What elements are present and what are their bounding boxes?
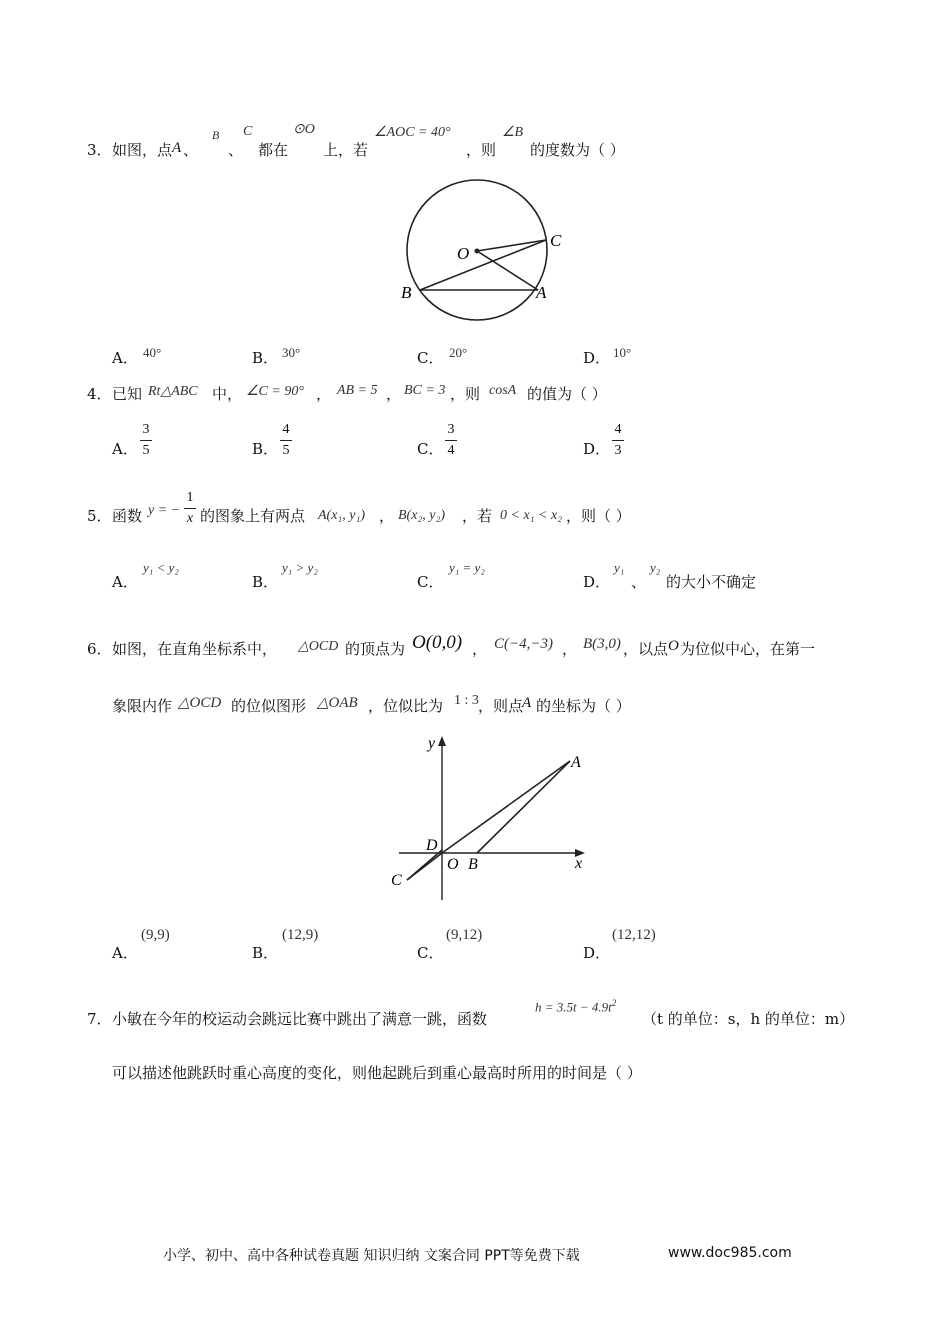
- separator: 、: [228, 141, 244, 159]
- question-text: 的度数为（ ）: [530, 141, 625, 159]
- option-letter: A．: [112, 440, 138, 458]
- circle-figure: [395, 178, 575, 328]
- question-text: 中，: [212, 385, 243, 403]
- point-label: B: [212, 128, 220, 142]
- numerator: 3: [142, 422, 150, 437]
- fraction-bar: [612, 440, 624, 441]
- question-text: 的值为（ ）: [527, 385, 607, 403]
- option-letter: B．: [252, 349, 279, 367]
- label-b: B: [468, 856, 478, 873]
- fraction-bar: [184, 508, 196, 509]
- question-text: ，则: [466, 141, 497, 159]
- coordinate-figure: [385, 728, 595, 906]
- option-letter: C．: [417, 573, 444, 591]
- option-value: 10°: [613, 345, 632, 360]
- label-y: y: [428, 735, 436, 752]
- option-value: y₂: [650, 560, 661, 575]
- triangle-notation: △OAB: [317, 695, 358, 711]
- center-label: O: [668, 638, 679, 654]
- point-a-label: A: [522, 695, 532, 711]
- label-c: C: [550, 231, 562, 250]
- triangle-notation: △OCD: [178, 695, 222, 711]
- option-value: 20°: [449, 345, 468, 360]
- separator: ，: [379, 507, 395, 525]
- point-c: C(−4,−3): [494, 636, 553, 652]
- fraction-bar: [280, 440, 292, 441]
- function-lhs: y = −: [148, 503, 181, 518]
- label-x: x: [575, 855, 583, 872]
- point-o: O(0,0): [412, 632, 463, 653]
- option-letter: C．: [417, 944, 444, 962]
- fraction-bar: [445, 440, 457, 441]
- question-text: 为位似中心，在第一: [680, 640, 816, 658]
- question-text: 的图象上有两点: [200, 507, 306, 525]
- numerator: 3: [447, 422, 455, 437]
- question-text: ，位似比为: [368, 697, 444, 715]
- separator: ，: [316, 385, 332, 403]
- question-text: ，则（ ）: [566, 507, 631, 525]
- label-d: D: [426, 837, 438, 854]
- footer-text: 小学、初中、高中各种试卷真题 知识归纳 文案合同 PPT等免费下载: [163, 1248, 580, 1264]
- question-text: 已知: [112, 385, 143, 403]
- point-label: C: [243, 124, 253, 139]
- label-c: C: [391, 872, 402, 889]
- question-text: 可以描述他跳跃时重心高度的变化，则他起跳后到重心最高时所用的时间是（ ）: [112, 1064, 642, 1082]
- angle-condition: ∠C = 90°: [246, 384, 304, 399]
- option-value: y₁ = y₂: [449, 560, 485, 575]
- denominator: 5: [142, 443, 150, 458]
- option-fraction: [140, 422, 152, 459]
- triangle-notation: △OCD: [298, 639, 339, 654]
- option-value: y₁ < y₂: [143, 560, 179, 575]
- denominator: x: [186, 511, 194, 526]
- label-a: A: [536, 283, 547, 302]
- length-condition: AB = 5: [337, 383, 378, 398]
- option-letter: D．: [583, 349, 611, 367]
- separator: ，: [386, 385, 402, 403]
- point-a: A(x₁, y₁): [318, 508, 366, 523]
- numerator: 4: [614, 422, 622, 437]
- option-value: (12,9): [282, 927, 319, 943]
- separator: ，: [562, 640, 578, 658]
- question-text: 都在: [258, 141, 289, 159]
- label-o: O: [447, 856, 459, 873]
- segment-oa: [477, 251, 538, 290]
- condition: 0 < x₁ < x₂: [500, 508, 563, 523]
- numerator: 4: [282, 422, 290, 437]
- separator: ，: [472, 640, 488, 658]
- point-b: B(3,0): [583, 636, 621, 652]
- option-fraction: [445, 422, 457, 459]
- function-expression: [535, 998, 616, 1015]
- question-text: 的坐标为（ ）: [536, 697, 631, 715]
- denominator: 5: [282, 443, 290, 458]
- option-value: y₁: [614, 560, 625, 575]
- question-text: 的位似图形: [231, 697, 307, 715]
- angle-notation: ∠B: [502, 125, 524, 140]
- option-letter: A．: [112, 944, 138, 962]
- question-text: （t 的单位：s，h 的单位：m）: [642, 1010, 855, 1028]
- option-letter: A．: [112, 349, 138, 367]
- option-letter: D．: [583, 440, 611, 458]
- question-text: ，则: [450, 385, 481, 403]
- question-text: 的顶点为: [345, 640, 406, 658]
- question-number: 7．: [87, 1010, 112, 1028]
- option-letter: B．: [252, 573, 279, 591]
- question-text: 象限内作: [112, 697, 173, 715]
- label-b: B: [401, 283, 412, 302]
- circle-notation: ⊙O: [293, 122, 315, 137]
- question-number: 4．: [87, 385, 112, 403]
- option-letter: D．: [583, 944, 611, 962]
- option-tail: 的大小不确定: [666, 573, 757, 591]
- ratio: 1 : 3: [454, 693, 479, 708]
- option-value: (9,9): [141, 927, 170, 943]
- option-value: 40°: [143, 345, 162, 360]
- option-letter: C．: [417, 440, 444, 458]
- segment-oc: [407, 853, 442, 880]
- denominator: 4: [447, 443, 455, 458]
- question-text: 函数: [112, 507, 143, 525]
- point-label: A: [172, 140, 182, 156]
- segment-oc: [477, 240, 546, 251]
- footer-url[interactable]: www.doc985.com: [668, 1245, 792, 1261]
- option-fraction: [612, 422, 624, 459]
- exponent: 2: [611, 998, 617, 1008]
- fraction-bar: [140, 440, 152, 441]
- option-value: 30°: [282, 345, 301, 360]
- option-letter: A．: [112, 573, 138, 591]
- label-o: O: [457, 244, 470, 263]
- label-a: A: [571, 754, 581, 771]
- option-value: y₁ > y₂: [282, 560, 318, 575]
- question-text: ，以点: [623, 640, 669, 658]
- denominator: 3: [614, 443, 622, 458]
- option-letter: B．: [252, 944, 279, 962]
- segment-oa: [442, 761, 570, 853]
- numerator: 1: [186, 490, 194, 505]
- option-letter: D．: [583, 573, 611, 591]
- angle-condition: ∠AOC = 40°: [374, 125, 451, 140]
- triangle-notation: Rt△ABC: [148, 384, 198, 399]
- separator: 、: [631, 573, 647, 591]
- question-text: ，若: [462, 507, 493, 525]
- question-text: 上，若: [323, 141, 369, 159]
- question-text: 小敏在今年的校运动会跳远比赛中跳出了满意一跳，函数: [112, 1010, 488, 1028]
- question-text: 如图，在直角坐标系中，: [112, 640, 278, 658]
- center-point: [475, 249, 480, 254]
- cos-notation: cosA: [489, 383, 517, 398]
- question-number: 3．: [87, 141, 112, 159]
- length-condition: BC = 3: [404, 383, 446, 398]
- option-value: (9,12): [446, 927, 483, 943]
- option-fraction: [280, 422, 292, 459]
- option-letter: B．: [252, 440, 279, 458]
- y-axis-arrow: [438, 736, 446, 746]
- function-fraction: [184, 490, 196, 527]
- question-text: ，则点: [478, 697, 524, 715]
- function-body: h = 3.5t − 4.9t: [535, 999, 612, 1015]
- question-number: 6．: [87, 640, 112, 658]
- point-b: B(x₂, y₂): [398, 508, 446, 523]
- separator: 、: [183, 141, 199, 159]
- question-number: 5．: [87, 507, 112, 525]
- option-letter: C．: [417, 349, 444, 367]
- option-value: (12,12): [612, 927, 656, 943]
- question-text: 如图，点: [112, 141, 173, 159]
- segment-ab: [477, 761, 570, 853]
